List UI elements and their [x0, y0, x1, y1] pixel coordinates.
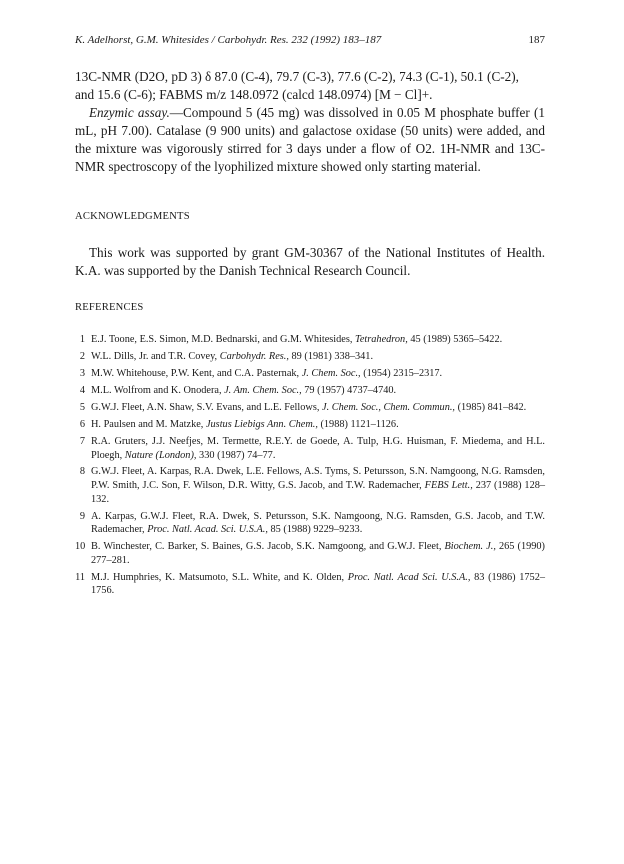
reference-item	[75, 350, 545, 364]
reference-journal: FEBS Lett.,	[424, 480, 473, 492]
reference-journal: Tetrahedron,	[355, 334, 408, 345]
reference-details: 85 (1988) 9229–9233.	[270, 524, 363, 536]
reference-authors: E.J. Toone, E.S. Simon, M.D. Bednarski, and G.M. Whitesides,	[91, 334, 353, 345]
reference-item	[75, 540, 545, 567]
reference-authors: M.L. Wolfrom and K. Onodera,	[91, 384, 222, 396]
nmr-data-paragraph	[75, 68, 545, 104]
acknowledgments-heading: ACKNOWLEDGMENTS	[75, 211, 190, 222]
enzymic-assay-paragraph	[75, 104, 545, 176]
reference-authors: B. Winchester, C. Barker, S. Baines, G.S. Jacob, S.K. Namgoong, and G.W.J. Fleet,	[91, 541, 442, 553]
reference-item	[75, 510, 545, 537]
reference-number: 7	[79, 435, 85, 447]
journal-citation: K. Adelhorst, G.M. Whitesides / Carbohydr. Res. 232 (1992) 183–187	[75, 34, 382, 46]
reference-item	[75, 465, 545, 506]
reference-details: (1988) 1121–1126.	[320, 418, 399, 430]
references-heading: REFERENCES	[75, 302, 144, 313]
reference-number: 1	[79, 334, 85, 345]
reference-authors: G.W.J. Fleet, A.N. Shaw, S.V. Evans, and L.E. Fellows,	[91, 401, 320, 413]
reference-journal: Justus Liebigs Ann. Chem.,	[205, 418, 318, 430]
reference-number: 8	[79, 466, 85, 478]
reference-number: 3	[79, 367, 85, 379]
reference-number: 5	[79, 401, 85, 413]
reference-number: 2	[79, 350, 85, 362]
reference-authors: M.J. Humphries, K. Matsumoto, S.L. White, and K. Olden,	[91, 571, 345, 583]
reference-authors: W.L. Dills, Jr. and T.R. Covey,	[91, 350, 218, 362]
nmr-line-2: and 15.6 (C-6); FABMS m/z 148.0972 (calcd 148.0974) [M − Cl]+.	[75, 87, 433, 102]
reference-number: 9	[79, 510, 85, 522]
enzymic-assay-text: —Compound 5 (45 mg) was dissolved in 0.05 M phosphate buffer (1 mL, pH 7.00). Catalase (9 900 units) and galactose oxidase (50 units) were added, and the mixture was vigorously stirred for 3 days under a flow of O2. 1H-NMR and 13C-NMR spectroscopy of the lyophilized mixture showed only starting material.	[75, 105, 545, 174]
page-number: 187	[528, 34, 545, 46]
reference-journal: J. Chem. Soc., Chem. Commun.,	[322, 401, 456, 413]
nmr-line-1: 13C-NMR (D2O, pD 3) δ 87.0 (C-4), 79.7 (C-3), 77.6 (C-2), 74.3 (C-1), 50.1 (C-2),	[75, 69, 519, 84]
reference-details: (1954) 2315–2317.	[363, 367, 443, 379]
reference-journal: Proc. Natl. Acad. Sci. U.S.A.,	[147, 524, 268, 536]
reference-item	[75, 367, 545, 381]
reference-details: 330 (1987) 74–77.	[199, 449, 276, 461]
reference-item	[75, 418, 545, 432]
reference-details: 45 (1989) 5365–5422.	[410, 334, 503, 345]
reference-item	[75, 435, 545, 462]
reference-item	[75, 401, 545, 415]
reference-journal: J. Chem. Soc.,	[301, 367, 361, 379]
reference-number: 6	[79, 418, 85, 430]
reference-number: 11	[75, 571, 85, 583]
reference-authors: A. Karpas, G.W.J. Fleet, R.A. Dwek, S. Petursson, S.K. Namgoong, N.G. Ramsden, G.S. Jacob, and T.W. Rademacher,	[91, 510, 545, 536]
reference-authors: G.W.J. Fleet, A. Karpas, R.A. Dwek, L.E. Fellows, A.S. Tyms, S. Petursson, S.N. Namgoong, N.G. Ramsden, P.W. Smith, J.C. Son, F. Wilson, D.R. Witty, G.S. Jacob, and T.W. Rademacher,	[91, 466, 545, 492]
reference-details: 265 (1990) 277–281.	[91, 541, 545, 566]
running-head	[75, 34, 545, 50]
reference-details: 83 (1986) 1752–1756.	[91, 571, 546, 597]
reference-item	[75, 333, 545, 347]
reference-authors: M.W. Whitehouse, P.W. Kent, and C.A. Pasternak,	[91, 367, 300, 379]
references-list	[75, 333, 545, 601]
reference-journal: Proc. Natl. Acad Sci. U.S.A.,	[347, 571, 471, 583]
reference-journal: Biochem. J.,	[444, 541, 496, 553]
reference-details: 89 (1981) 338–341.	[291, 350, 374, 362]
reference-number: 4	[79, 384, 85, 396]
reference-item	[75, 384, 545, 398]
reference-journal: J. Am. Chem. Soc.,	[224, 384, 302, 396]
reference-details: (1985) 841–842.	[457, 401, 527, 413]
reference-authors: H. Paulsen and M. Matzke,	[91, 418, 204, 430]
reference-number: 10	[75, 541, 86, 553]
reference-journal: Nature (London),	[124, 449, 197, 461]
acknowledgments-text: This work was supported by grant GM-30367 of the National Institutes of Health. K.A. was supported by the Danish Technical Research Council.	[75, 245, 545, 278]
reference-details: 237 (1988) 128–132.	[91, 480, 546, 505]
reference-details: 79 (1957) 4737–4740.	[304, 384, 397, 396]
reference-item	[75, 571, 545, 598]
enzymic-assay-lead: Enzymic assay.	[89, 105, 170, 120]
reference-journal: Carbohydr. Res.,	[219, 350, 289, 362]
reference-authors: R.A. Gruters, J.J. Neefjes, M. Termette, R.E.Y. de Goede, A. Tulp, H.G. Huisman, F. Miedema, and H.L. Ploegh,	[91, 435, 545, 461]
